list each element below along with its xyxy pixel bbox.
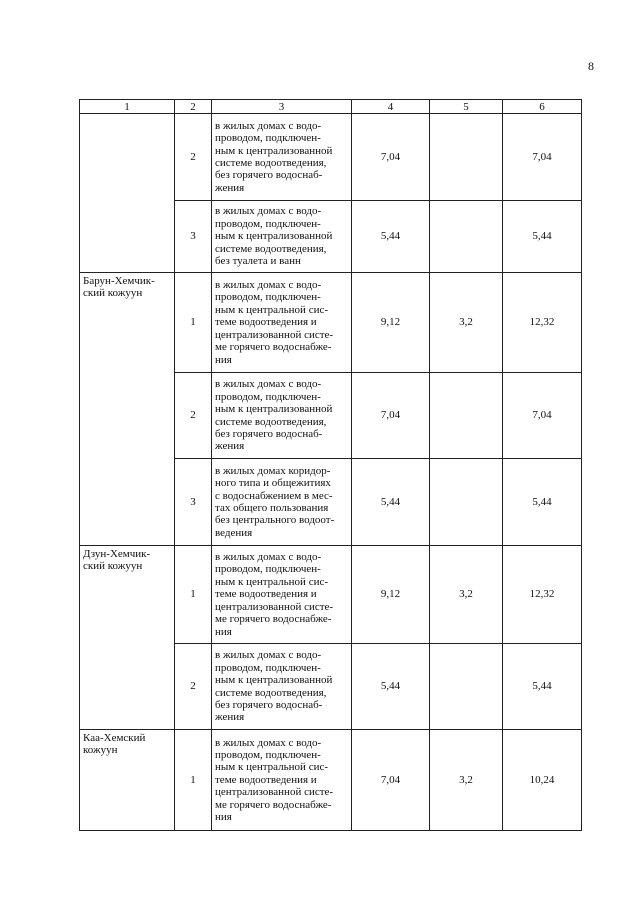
description-cell: в жилых домах с водо- проводом, подключен- ным к централизованной системе водоотведения, без туалета и ванн [212,201,352,273]
item-number-cell: 1 [175,730,212,831]
item-number-cell: 3 [175,201,212,273]
total-value-cell: 10,24 [503,730,582,831]
header-cell-col1: 1 [80,100,175,114]
header-cell-col5: 5 [430,100,503,114]
table-row [80,114,582,201]
page-number: 8 [588,59,594,73]
description-cell: в жилых домах с водо- проводом, подключен- ным к центральной сис- теме водоотведения и централизованной систе- ме горячего водоснабже- ния [212,273,352,373]
header-cell-col4: 4 [352,100,430,114]
norm-value-cell: 5,44 [352,201,430,273]
additional-value-cell [430,114,503,201]
description-cell: в жилых домах с водо- проводом, подключен- ным к централизованной системе водоотведения, без горячего водоснаб- жения [212,644,352,730]
total-value-cell: 5,44 [503,201,582,273]
norm-value-cell: 7,04 [352,373,430,459]
norm-value-cell: 9,12 [352,273,430,373]
item-number-cell: 1 [175,273,212,373]
norm-value-cell: 5,44 [352,644,430,730]
total-value-cell: 12,32 [503,546,582,644]
total-value-cell: 12,32 [503,273,582,373]
additional-value-cell [430,459,503,546]
item-number-cell: 2 [175,114,212,201]
total-value-cell: 5,44 [503,459,582,546]
header-cell-col2: 2 [175,100,212,114]
additional-value-cell: 3,2 [430,273,503,373]
norm-value-cell: 7,04 [352,114,430,201]
description-cell: в жилых домах с водо- проводом, подключен- ным к централизованной системе водоотведения, без горячего водоснаб- жения [212,114,352,201]
item-number-cell: 2 [175,644,212,730]
description-cell: в жилых домах с водо- проводом, подключен- ным к централизованной системе водоотведения, без горячего водоснаб- жения [212,373,352,459]
description-cell: в жилых домах с водо- проводом, подключен- ным к центральной сис- теме водоотведения и централизованной систе- ме горячего водоснабже- ния [212,730,352,831]
item-number-cell: 3 [175,459,212,546]
header-cell-col3: 3 [212,100,352,114]
table-row [80,546,582,644]
additional-value-cell [430,373,503,459]
norms-table [79,99,582,831]
norm-value-cell: 7,04 [352,730,430,831]
additional-value-cell: 3,2 [430,730,503,831]
description-cell: в жилых домах с водо- проводом, подключен- ным к центральной сис- теме водоотведения и централизованной систе- ме горячего водоснабже- ния [212,546,352,644]
norm-value-cell: 9,12 [352,546,430,644]
region-name-cell: Дзун-Хемчик- ский кожуун [80,546,175,730]
norm-value-cell: 5,44 [352,459,430,546]
header-cell-col6: 6 [503,100,582,114]
region-name-cell: Барун-Хемчик- ский кожуун [80,273,175,546]
table-row [80,273,582,373]
norms-table-body [80,100,582,831]
region-name-cell [80,114,175,273]
region-name-cell: Каа-Хемский кожуун [80,730,175,831]
additional-value-cell [430,201,503,273]
item-number-cell: 2 [175,373,212,459]
table-row [80,730,582,831]
description-cell: в жилых домах коридор- ного типа и общежитиях с водоснабжением в мес- тах общего пользования без центрального водоот- ведения [212,459,352,546]
total-value-cell: 5,44 [503,644,582,730]
item-number-cell: 1 [175,546,212,644]
additional-value-cell: 3,2 [430,546,503,644]
total-value-cell: 7,04 [503,114,582,201]
additional-value-cell [430,644,503,730]
total-value-cell: 7,04 [503,373,582,459]
table-header-row [80,100,582,114]
